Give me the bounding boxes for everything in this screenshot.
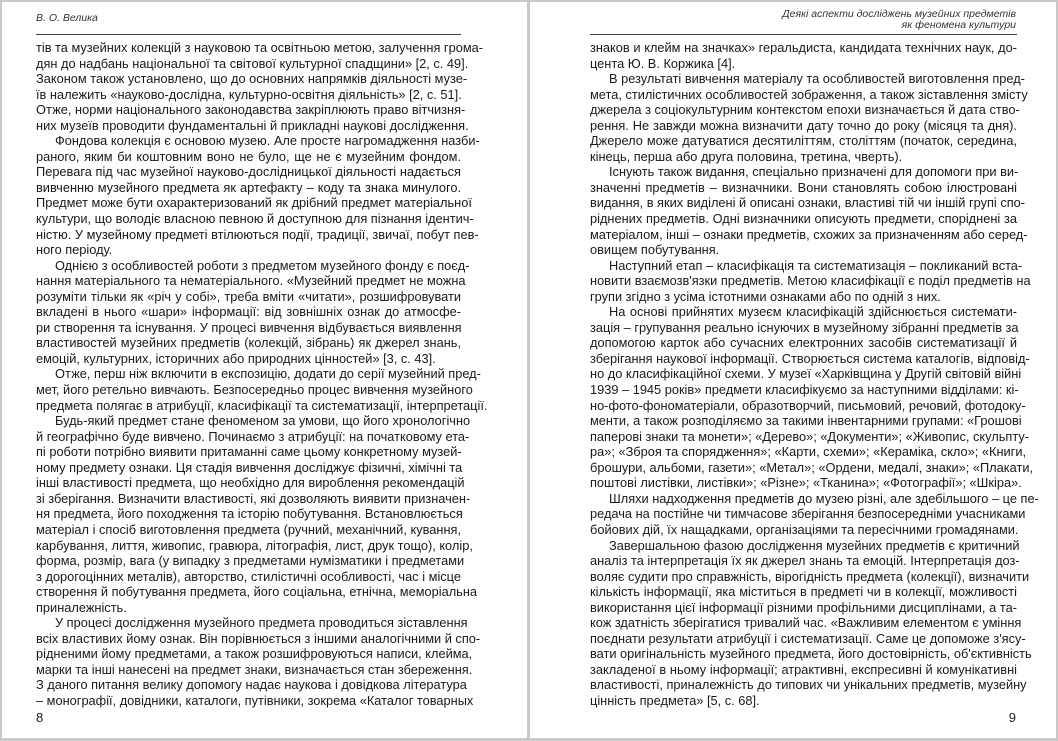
text-line: Отже, норми національного законодавства закріплюють право вітчизня- [36, 102, 466, 118]
text-line: ра»; «Зброя та спорядження»; «Карти, схеми»; «Кераміка, скло»; «Книги, [590, 444, 1027, 460]
text-line: предмета полягає в атрибуції, класифікації та систематизації, інтерпретації. [36, 397, 488, 413]
text-line: розуміти тільки як «річ у собі», треба вміти «читати», розшифровувати [36, 288, 461, 304]
text-line: дян до надбань національної та світової культурної спадщини» [2, с. 49]. [36, 55, 469, 71]
text-line: кінець, перша або друга половина, третина, чверть). [590, 148, 903, 164]
text-line: кож здатність зберігатися тривалий час. «Важливим елементом є уміння [590, 615, 1022, 631]
text-line: всіх властивих йому ознак. Він порівнюється з іншими аналогічними й спо- [36, 630, 481, 646]
text-line: форма, розмір, вага (у випадку з предметами нумізматики і предметами [36, 553, 465, 569]
text-line: воляє судити про справжність, вірогідність предмета (колекції), визначити [590, 568, 1030, 584]
text-line: вивченню музейного предмета як артефакту – коду та знака минулого. [36, 179, 461, 195]
text-line: Завершальною фазою дослідження музейних предметів є критичний [609, 537, 1020, 553]
text-line: знаков и клейм на значках» геральдиста, кандидата технічних наук, до- [590, 40, 1017, 55]
text-line: но-фото-фономатеріали, образотворчий, письмовий, речовий, фотодоку- [590, 397, 1026, 413]
text-line: карбування, лиття, живопис, гравюра, літографія, лист, друк тощо), колір, [36, 537, 473, 553]
page-number: 8 [36, 710, 44, 725]
text-line: їв належить «науково-дослідна, культурно-освітня діяльність» [2, с. 51]. [36, 86, 462, 102]
text-line: раного, яким би коштовним воно не було, ще не є музейним фондом. [36, 148, 461, 164]
text-line: допомогою карток або сучасних електронних засобів систематизації й [590, 335, 1017, 351]
text-line: вати оригінальність музейного предмета, його достовірність, об'єктивність [590, 646, 1032, 662]
running-head-author: В. О. Велика [36, 12, 98, 24]
header-rule [36, 34, 461, 35]
text-line: ному предмету ознаки. Ця стадія вивчення досліджує фізичні, хімічні та [36, 459, 463, 475]
text-line: інші властивості предмета, що необхідно для вироблення рекомендацій [36, 475, 465, 491]
text-line: редача на постійне чи тимчасове зберігання безпосередніми учасниками [590, 506, 1026, 522]
text-line: Будь-який предмет стане феноменом за умови, що його хронологічно [55, 413, 471, 429]
text-line: ріднених предметів. Одні визначники описують предмети, споріднені за [590, 211, 1017, 227]
text-line: властивостей музейних предметів (колекцій, зібрань) як джерел знань, [36, 335, 461, 351]
text-line: менти, а також розподіляємо за такими інвентарними групами: «Грошові [590, 413, 1022, 429]
text-line: Шляхи надходження предметів до музею різні, але здебільшого – це пе- [609, 490, 1039, 506]
left-page [2, 2, 527, 738]
text-line: зація – групування реально існуючих в музейному зібранні предметів за [590, 319, 1019, 335]
text-line: зберігання наукової інформації. Створюється система каталогів, відповід- [590, 350, 1030, 366]
text-line: У процесі дослідження музейного предмета проводиться зіставлення [55, 615, 468, 631]
right-page-body [590, 40, 1039, 709]
text-line: цінність предмета» [5, с. 68]. [590, 692, 760, 708]
text-line: створення й побутування предмета, його соціальна, етнічна, меморіальна [36, 584, 478, 600]
text-line: З даного питання велику допомогу надає наукова і довідкова література [36, 677, 467, 693]
text-line: з дорогоцінних металів), авторство, стилістичні особливості, час і місце [36, 568, 461, 584]
text-line: властивості, приналежність до типових чи унікальних предметів, музейну [590, 677, 1027, 693]
text-line: Отже, перш ніж включити в експозицію, додати до серії музейний пред- [55, 366, 481, 382]
text-line: пі роботи потрібно виявити притаманні саме цьому конкретному музей- [36, 444, 462, 460]
text-line: овищем побутування. [590, 242, 720, 258]
left-page-body [36, 40, 488, 709]
text-line: закладеної в ньому інформації; атрактивні, експресивні й комунікативні [590, 661, 1017, 677]
text-line: В результаті вивчення матеріалу та особливостей виготовлення пред- [609, 71, 1025, 87]
text-line: паперові знаки та монети»; «Дерево»; «Документи»; «Живопис, скульпту- [590, 428, 1029, 444]
text-line: культури, що володіє власною певною й доступною для пізнання ідентич- [36, 211, 474, 227]
text-line: групи згідно з усіма істотними ознаками або по одній з них. [590, 288, 941, 304]
text-line: значенні предметів – визначники. Вони становлять собою ілюстровані [590, 179, 1017, 195]
text-line: Предмет може бути охарактеризований як дрібний предмет матеріальної [36, 195, 472, 211]
text-line: – монографії, довідники, каталоги, путівники, зокрема «Каталог товарных [36, 692, 474, 708]
text-line: рідненими йому предметами, а також розшифровуються написи, клейма, [36, 646, 473, 662]
header-rule [590, 34, 1017, 35]
text-line: й географічно буде вивчено. Починаємо з атрибуції: на початковому ета- [36, 428, 470, 444]
text-line: матеріал і спосіб виготовлення предмета (ручний, механічний, кування, [36, 521, 461, 537]
right-page [530, 2, 1056, 738]
text-line: ного періоду. [36, 242, 113, 258]
text-line: новити взаємозв'язки предметів. Метою класифікації є поділ предметів на [590, 273, 1031, 289]
text-line: Джерело може датуватися десятиліттям, століттям (початок, середина, [590, 133, 1017, 149]
text-line: приналежність. [36, 599, 127, 615]
text-line: Фондова колекція є основою музею. Але просте нагромадження назби- [55, 133, 480, 149]
text-line: ня предмета, його походження та історію побутування. Встановлюється [36, 506, 463, 522]
text-line: аналіз та інтерпретація їх як джерел знань та емоцій. Інтерпретація доз- [590, 553, 1020, 569]
text-line: поєднати результати атрибуції і систематизації. Саме це допоможе з'ясу- [590, 630, 1026, 646]
text-line: мета, стилістичних особливостей зображення, а також зіставлення змісту [590, 86, 1028, 102]
text-line: ри створення та існування. У процесі вивчення відбувається виявлення [36, 319, 462, 335]
text-line: поштові листівки, листівки»; «Різне»; «Тканина»; «Фотографії»; «Шкіра». [590, 475, 1022, 491]
text-line: брошури, альбоми, газети»; «Метал»; «Ордени, медалі, знаки»; «Плакати, [590, 459, 1034, 475]
text-line: марки та інші нанесені на предмет знаки, визначається стан збереження. [36, 661, 473, 677]
text-line: Однією з особливостей роботи з предметом музейного фонду є поєд- [55, 257, 470, 273]
text-line: но до класифікаційної схеми. У музеї «Харківщина у Другій світовій війні [590, 366, 1022, 382]
text-line: матеріалом, інші – ознаки предметів, схожих за призначенням або серед- [590, 226, 1028, 242]
text-line: мет, його ретельно вивчають. Безпосередньо процес вивчення музейного [36, 382, 473, 398]
running-head-line: як феномена культури [901, 19, 1016, 31]
text-line: цента Ю. В. Коржика [4]. [590, 55, 736, 71]
text-line: Існують також видання, спеціально призначені для допомоги при ви- [609, 164, 1019, 180]
text-line: бойових дій, їх нащадками, організаціями та пересічними громадянами. [590, 521, 1019, 537]
text-line: емоцій, культурних, історичних або природних цінностей» [3, с. 43]. [36, 350, 436, 366]
text-line: рення. Не завжди можна визначити дату точно до року (місяця та дня). [590, 117, 1017, 133]
text-line: видання, в яких виділені й описані ознаки, властиві тій чи іншій групі спо- [590, 195, 1026, 211]
text-line: них музеїв проводити фундаментальні й прикладні наукові дослідження. [36, 117, 469, 133]
running-head-line: Деякі аспекти досліджень музейних предметів [782, 8, 1016, 20]
text-line: Наступний етап – класифікація та систематизація – покликаний вста- [609, 257, 1023, 273]
text-line: 1939 – 1945 років» предмети класифікуємо за наступними відділами: кі- [590, 382, 1019, 398]
running-head-title [782, 9, 1016, 31]
text-line: кількість інформації, яка міститься в предметі чи в колекції, можливості [590, 584, 1017, 600]
text-line: використання цієї інформації різними профільними дисциплінами, а та- [590, 599, 1017, 615]
text-line: Перевага під час музейної науково-дослідницької діяльності надається [36, 164, 461, 180]
text-line: На основі прийнятих музеєм класифікацій здійснюється системати- [609, 304, 1017, 320]
text-line: вкладені в нього «шари» інформації: від зовнішніх ознак до атмосфе- [36, 304, 461, 320]
text-line: джерела з соціокультурним контекстом епохи визначається й дата ство- [590, 102, 1020, 118]
text-line: нання матеріального та нематеріального. «Музейний предмет не можна [36, 273, 466, 289]
text-line: ністю. У музейному предметі втілюються події, традиції, звичаї, побут пев- [36, 226, 479, 242]
text-line: зі зберігання. Визначити властивості, які дозволяють виявити призначен- [36, 490, 471, 506]
page-number: 9 [1008, 710, 1016, 725]
text-line: тів та музейних колекцій з науковою та освітньою метою, залучення грома- [36, 40, 484, 55]
text-line: Законом також установлено, що до основних напрямків діяльності музе- [36, 71, 468, 87]
